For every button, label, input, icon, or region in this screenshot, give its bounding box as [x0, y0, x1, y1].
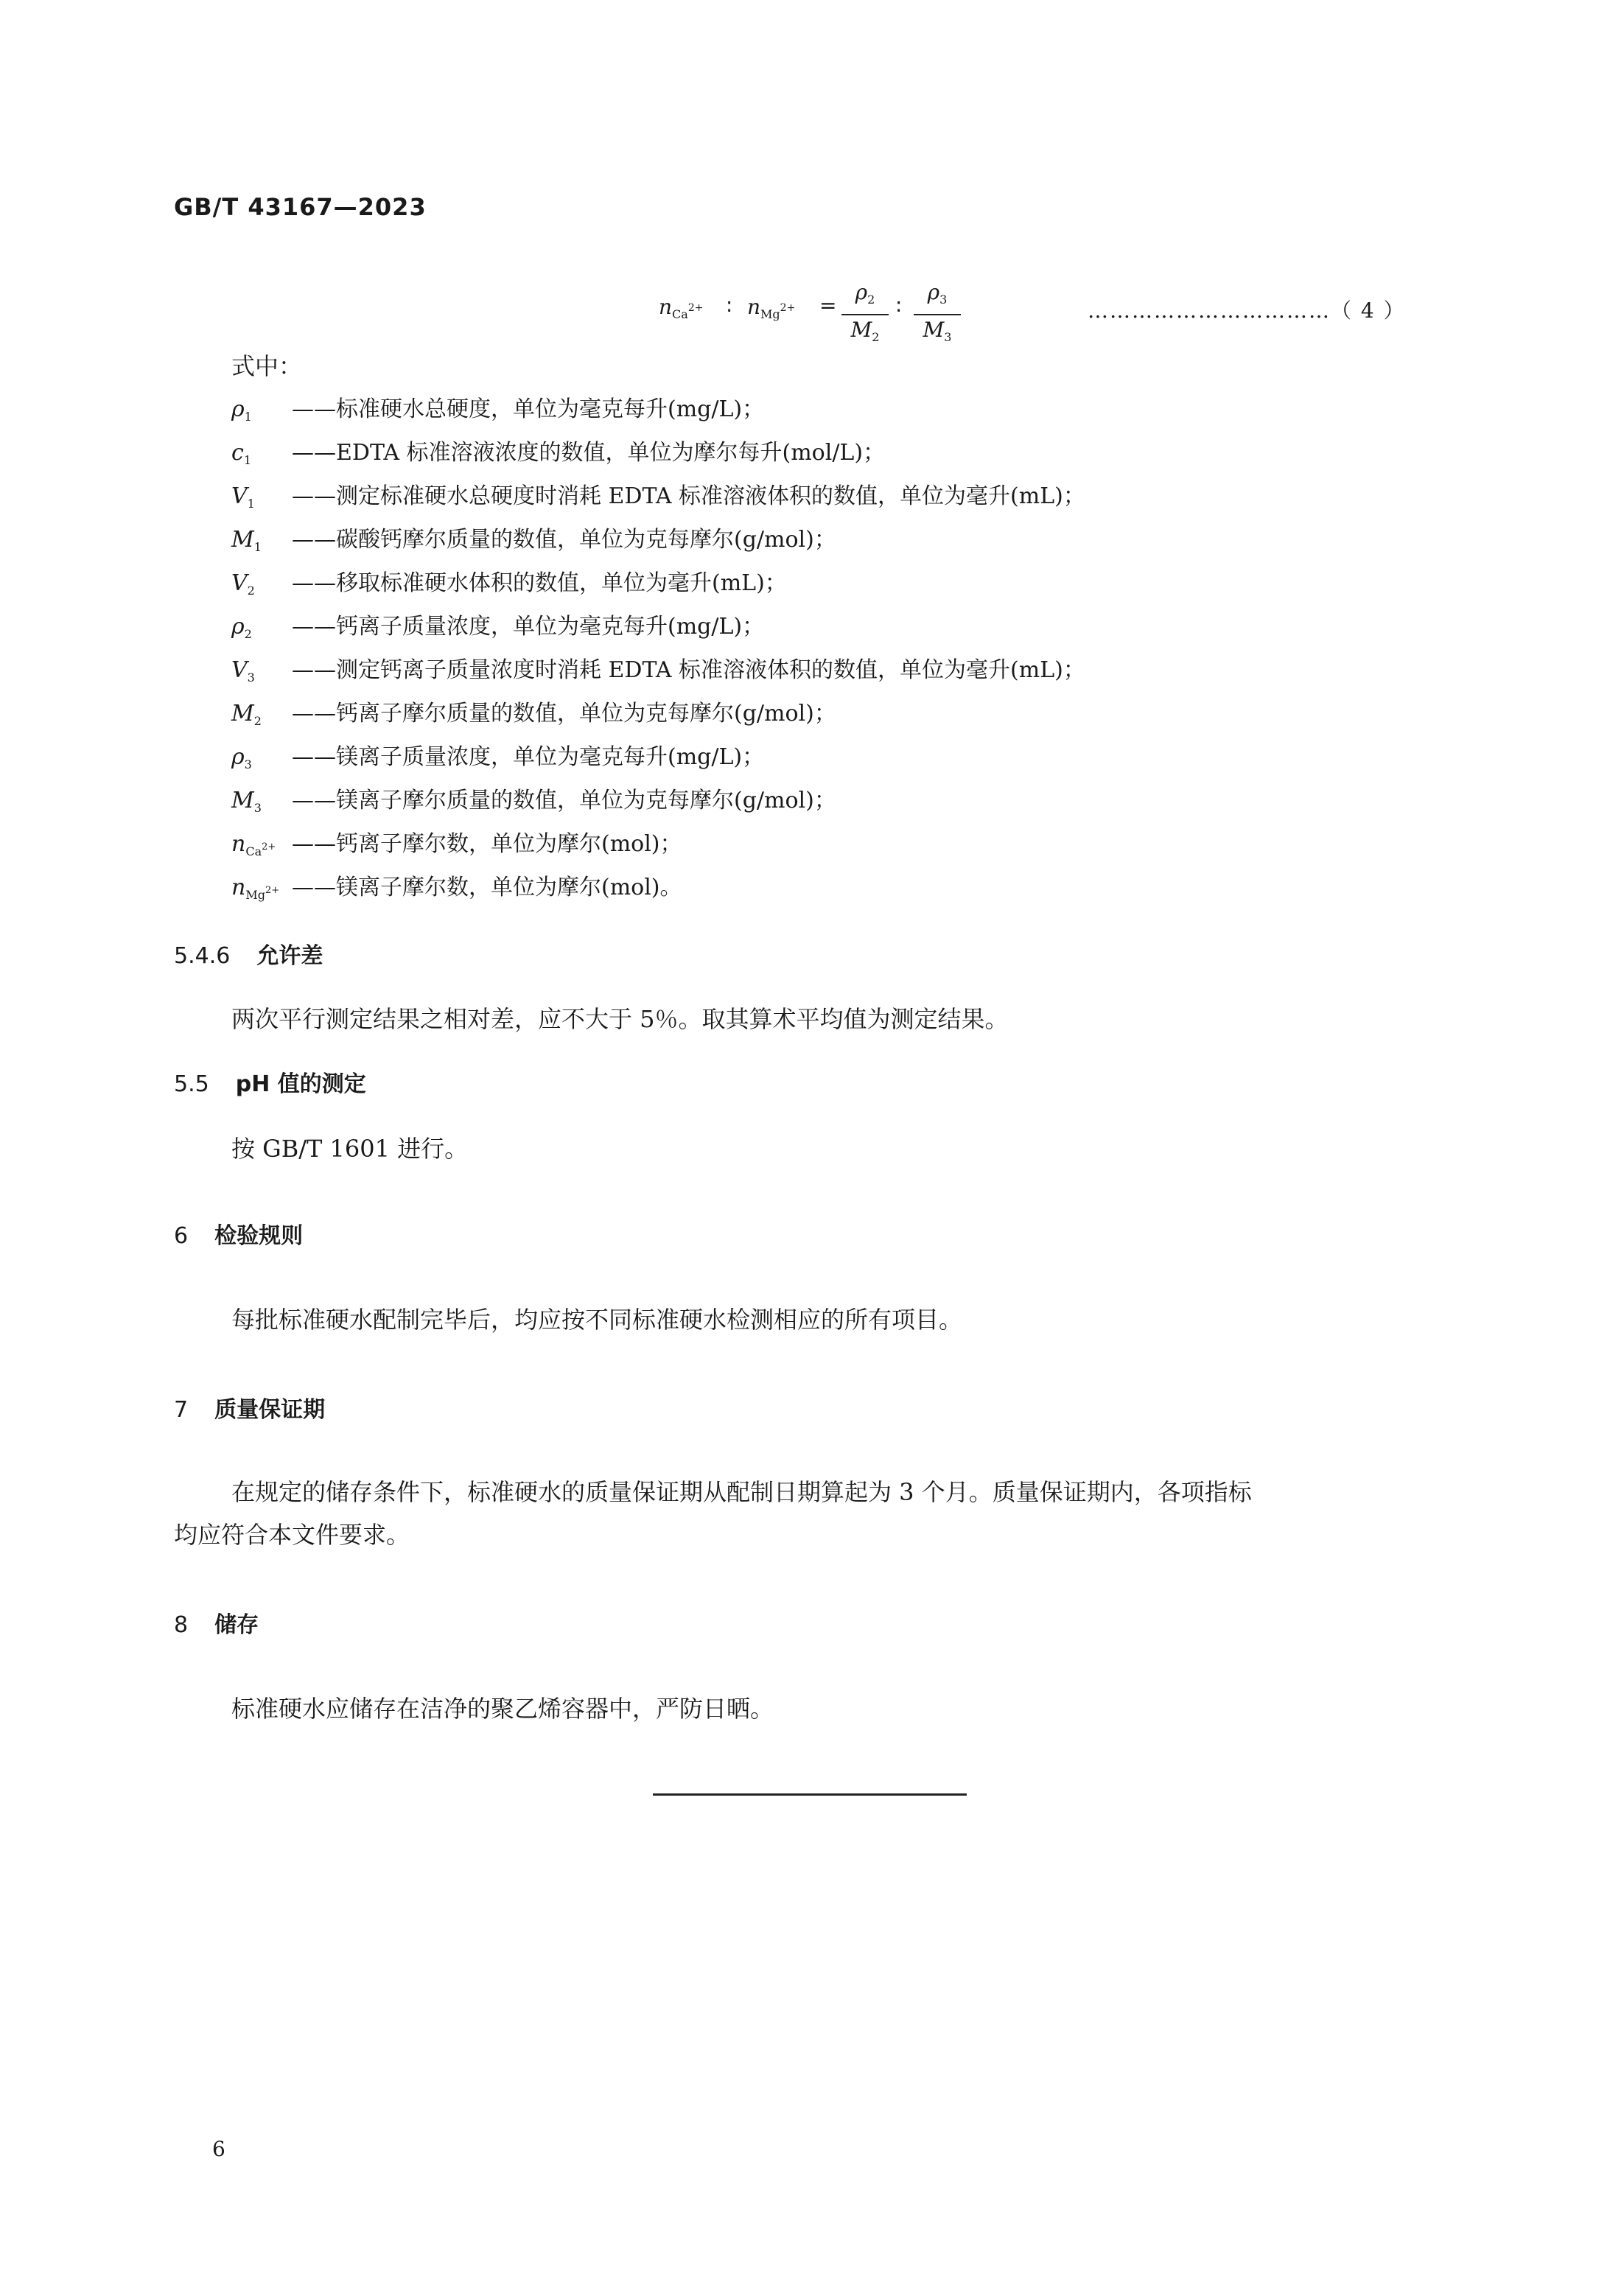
- definition-text: ——镁离子摩尔质量的数值，单位为克每摩尔(g/mol)；: [292, 788, 836, 813]
- definition-symbol: $V_2$: [231, 570, 255, 598]
- paragraph-storage: 标准硬水应储存在洁净的聚乙烯容器中，严防日晒。: [231, 1695, 774, 1723]
- formula-n-mg: $n_{Mg^{2+}}$: [747, 295, 796, 321]
- definition-text: ——镁离子质量浓度，单位为毫克每升(mg/L)；: [292, 744, 765, 770]
- end-rule: [653, 1793, 967, 1796]
- definition-symbol: $V_1$: [231, 483, 255, 511]
- definition-row: [231, 828, 682, 868]
- section-6: 6 检验规则: [174, 1223, 304, 1249]
- paragraph-inspection: 每批标准硬水配制完毕后，均应按不同标准硬水检测相应的所有项目。: [231, 1306, 963, 1334]
- definition-text: ——镁离子摩尔数，单位为摩尔(mol)。: [292, 875, 682, 900]
- definition-text: ——移取标准硬水体积的数值，单位为毫升(mL)；: [292, 570, 787, 596]
- definition-symbol: $\rho_1$: [231, 396, 252, 424]
- formula-equals: =: [819, 293, 837, 318]
- where-label: 式中：: [231, 352, 303, 380]
- definition-row: [231, 480, 1085, 520]
- definition-symbol: $\rho_2$: [231, 614, 252, 641]
- definition-row: [231, 741, 764, 781]
- definition-text: ——标准硬水总硬度，单位为毫克每升(mg/L)；: [292, 396, 765, 422]
- fraction-rho3-m3: $\frac{\rho_3}{M_3}$: [914, 279, 961, 352]
- fraction-rho2-m2: $\frac{\rho_2}{M_2}$: [841, 279, 889, 352]
- definition-row: [231, 567, 787, 607]
- definition-text: ——测定标准硬水总硬度时消耗 EDTA 标准溶液体积的数值，单位为毫升(mL)；: [292, 483, 1085, 509]
- definition-row: [231, 524, 836, 564]
- definition-row: [231, 393, 764, 433]
- definition-symbol: $n_{Ca^{2+}}$: [231, 831, 276, 858]
- definition-symbol: $n_{Mg^{2+}}$: [231, 875, 280, 902]
- formula-n-ca: $n_{Ca^{2+}}$: [659, 295, 704, 321]
- paragraph-guarantee-line1: 在规定的储存条件下，标准硬水的质量保证期从配制日期算起为 3 个月。质量保证期内，各项指标: [231, 1478, 1252, 1506]
- equation-number: ……………………………（ 4 ）: [1088, 298, 1406, 323]
- section-5-4-6: 5.4.6 允许差: [174, 943, 323, 969]
- paragraph-tolerance: 两次平行测定结果之相对差，应不大于 5％。取其算术平均值为测定结果。: [231, 1005, 1009, 1033]
- definition-text: ——碳酸钙摩尔质量的数值，单位为克每摩尔(g/mol)；: [292, 527, 836, 553]
- paragraph-ph: 按 GB/T 1601 进行。: [231, 1135, 469, 1163]
- definition-symbol: $M_3$: [231, 788, 262, 815]
- definition-row: [231, 437, 885, 477]
- section-5-5: 5.5 pH 值的测定: [174, 1071, 366, 1097]
- definition-row: [231, 611, 764, 651]
- document-id: GB/T 43167—2023: [174, 193, 427, 221]
- definition-text: ——EDTA 标准溶液浓度的数值，单位为摩尔每升(mol/L)；: [292, 440, 886, 466]
- formula-colon: ∶: [727, 295, 732, 319]
- definition-text: ——钙离子摩尔数，单位为摩尔(mol)；: [292, 831, 682, 857]
- definition-row: [231, 872, 682, 911]
- definition-symbol: $M_2$: [231, 701, 262, 728]
- definition-symbol: $M_1$: [231, 527, 262, 554]
- definition-text: ——测定钙离子质量浓度时消耗 EDTA 标准溶液体积的数值，单位为毫升(mL)；: [292, 657, 1085, 683]
- definition-text: ——钙离子质量浓度，单位为毫克每升(mg/L)；: [292, 614, 765, 640]
- definition-text: ——钙离子摩尔质量的数值，单位为克每摩尔(g/mol)；: [292, 701, 836, 727]
- paragraph-guarantee-line2: 均应符合本文件要求。: [174, 1521, 410, 1549]
- section-8: 8 储存: [174, 1612, 259, 1638]
- definition-row: [231, 698, 836, 738]
- definition-row: [231, 654, 1085, 694]
- page-number: 6: [212, 2137, 225, 2161]
- definition-symbol: $V_3$: [231, 657, 255, 685]
- definition-symbol: $\rho_3$: [231, 744, 252, 771]
- section-7: 7 质量保证期: [174, 1397, 326, 1423]
- definition-symbol: $c_1$: [231, 440, 251, 467]
- formula-colon-2: ∶: [896, 295, 902, 319]
- definition-row: [231, 785, 836, 825]
